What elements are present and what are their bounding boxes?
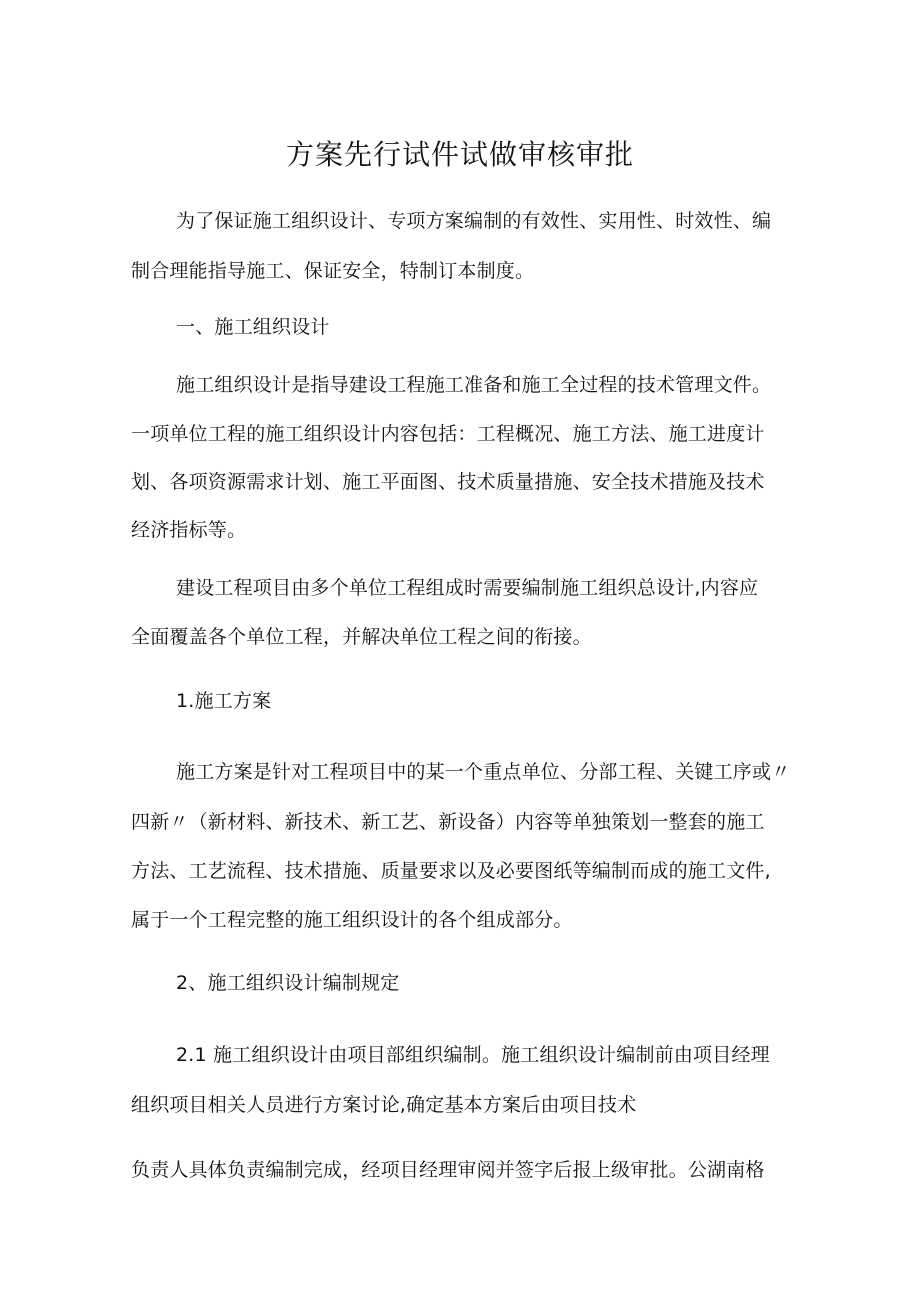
section-heading-1: 一、施工组织设计 <box>176 316 330 338</box>
paragraph-line: 施工组织设计是指导建设工程施工准备和施工全过程的技术管理文件。 <box>176 374 772 396</box>
paragraph-line: 方法、工艺流程、技术措施、质量要求以及必要图纸等编制而成的施工文件, <box>131 860 771 882</box>
paragraph-line: 2.1 施工组织设计由项目部组织编制。施工组织设计编制前由项目经理 <box>176 1044 770 1066</box>
paragraph-line: 四新〃（新材料、新技术、新工艺、新设备）内容等单独策划一整套的施工 <box>131 811 765 833</box>
paragraph-line: 划、各项资源需求计划、施工平面图、技术质量措施、安全技术措施及技术 <box>131 471 765 493</box>
paragraph-line: 一项单位工程的施工组织设计内容包括：工程概况、施工方法、施工进度计 <box>131 423 765 445</box>
paragraph-line: 负责人具体负责编制完成，经项目经理审阅并签字后报上级审批。公湖南格 <box>131 1159 765 1181</box>
paragraph-line: 属于一个工程完整的施工组织设计的各个组成部分。 <box>131 909 573 931</box>
paragraph-line: 建设工程项目由多个单位工程组成时需要编制施工组织总设计,内容应 <box>176 577 759 599</box>
subsection-heading: 1.施工方案 <box>176 690 272 712</box>
paragraph-line: 全面覆盖各个单位工程，并解决单位工程之间的衔接。 <box>131 626 592 648</box>
document-title: 方案先行试件试做审核审批 <box>285 138 634 171</box>
paragraph-line: 经济指标等。 <box>131 519 247 541</box>
intro-line-2: 制合理能指导施工、保证安全，特制订本制度。 <box>131 260 535 282</box>
paragraph-line: 组织项目相关人员进行方案讨论,确定基本方案后由项目技术 <box>131 1094 637 1116</box>
section-heading-2: 2、施工组织设计编制规定 <box>176 972 400 994</box>
paragraph-line: 施工方案是针对工程项目中的某一个重点单位、分部工程、关键工序或〃 <box>176 761 791 783</box>
intro-line-1: 为了保证施工组织设计、专项方案编制的有效性、实用性、时效性、编 <box>176 210 772 232</box>
